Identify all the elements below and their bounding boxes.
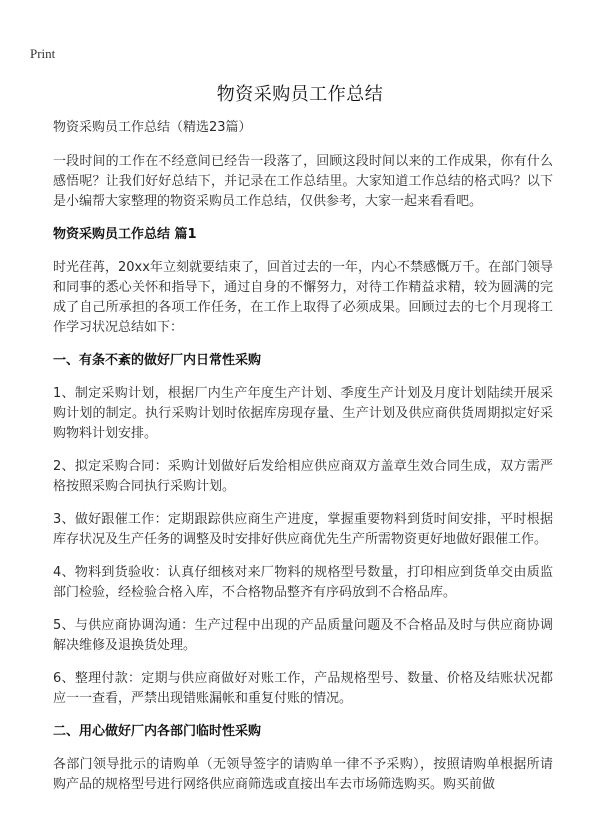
subtitle: 物资采购员工作总结（精选23篇） xyxy=(53,120,252,135)
section-title: 物资采购员工作总结 篇1 xyxy=(53,227,197,242)
document-body xyxy=(53,118,553,808)
list-item: 4、物料到货验收：认真仔细核对来厂物料的规格型号数量，打印相应到货单交由质监部门检验，经检验合格入库，不合格物品整齐有序码放到不合格品库。 xyxy=(53,565,553,600)
list-item: 2、拟定采购合同：采购计划做好后发给相应供应商双方盖章生效合同生成，双方需严格按照采购合同执行采购计划。 xyxy=(53,459,553,494)
heading-temporary-purchasing: 二、用心做好厂内各部门临时性采购 xyxy=(53,724,262,739)
page-title: 物资采购员工作总结 xyxy=(216,84,384,105)
section-intro-paragraph: 时光荏苒，20xx年立刻就要结束了，回首过去的一年，内心不禁感慨万千。在部门领导和同事的悉心关怀和指导下，通过自身的不懈努力，对待工作精益求精，较为圆满的完成了自己所承担的各项工作任务，在工作上取得了必须成果。回顾过去的七个月现将工作学习状况总结如下： xyxy=(53,260,553,335)
print-link[interactable]: Print xyxy=(30,46,56,61)
list-item: 3、做好跟催工作：定期跟踪供应商生产进度，掌握重要物料到货时间安排，平时根据库存状况及生产任务的调整及时安排好供应商优先生产所需物资更好地做好跟催工作。 xyxy=(53,512,553,547)
heading-daily-purchasing: 一、有条不紊的做好厂内日常性采购 xyxy=(53,353,262,368)
last-paragraph: 各部门领导批示的请购单（无领导签字的请购单一律不予采购），按照请购单根据所请购产品的规格型号进行网络供应商筛选或直接出车去市场筛选购买。购买前做 xyxy=(53,757,553,792)
list-item: 6、整理付款：定期与供应商做好对账工作，产品规格型号、数量、价格及结账状况都应一一查看，严禁出现错账漏帐和重复付账的情况。 xyxy=(53,671,553,706)
list-item: 1、制定采购计划，根据厂内生产年度生产计划、季度生产计划及月度计划陆续开展采购计划的制定。执行采购计划时依据库房现存量、生产计划及供应商供货周期拟定好采购物料计划安排。 xyxy=(53,386,553,441)
list-item: 5、与供应商协调沟通：生产过程中出现的产品质量问题及不合格品及时与供应商协调解决维修及退换货处理。 xyxy=(53,618,553,653)
intro-paragraph: 一段时间的工作在不经意间已经告一段落了，回顾这段时间以来的工作成果，你有什么感悟呢？让我们好好总结下，并记录在工作总结里。大家知道工作总结的格式吗？以下是小编帮大家整理的物资采购员工作总结，仅供参考，大家一起来看看吧。 xyxy=(53,154,553,209)
